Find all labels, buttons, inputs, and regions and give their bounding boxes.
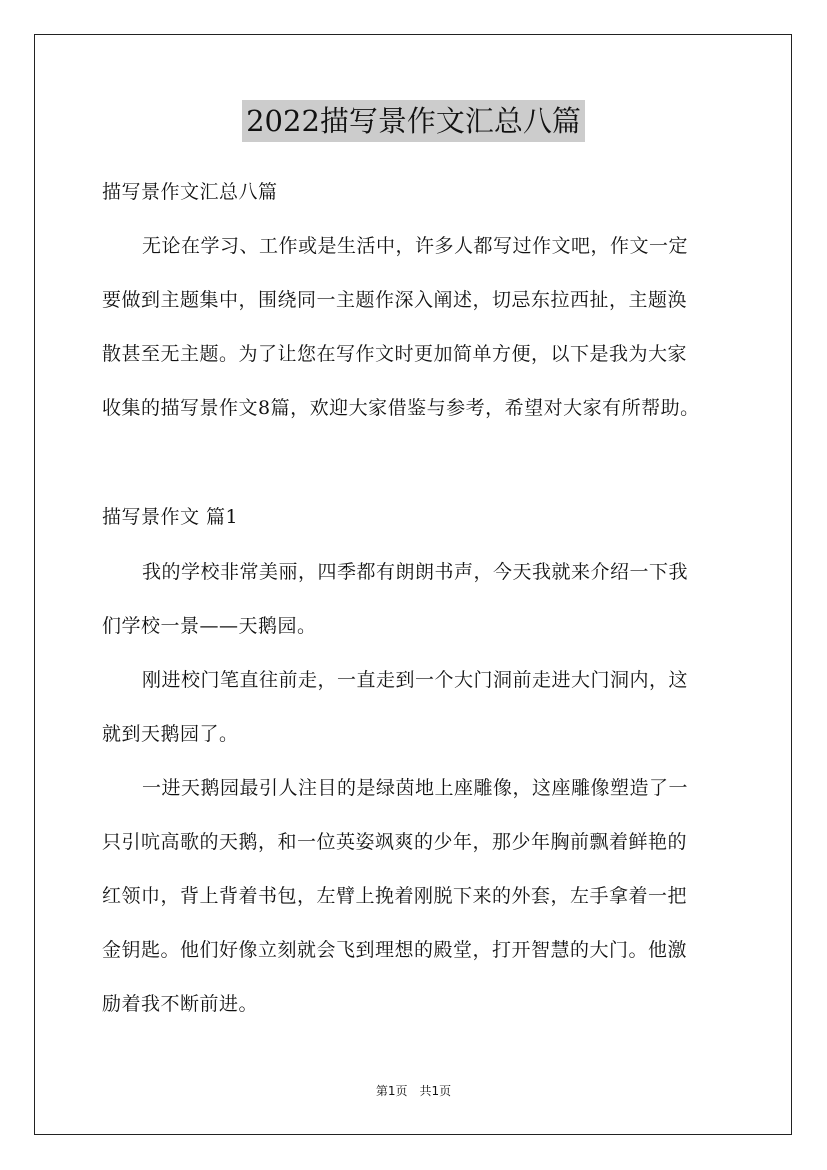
page-number: 第1页 共1页 [375,1084,452,1098]
intro-line: 要做到主题集中，围绕同一主题作深入阐述，切忌东拉西扯，主题涣 [102,289,688,311]
page-footer [0,1082,827,1099]
section-line: 励着我不断前进。 [102,993,259,1015]
title-area [0,100,827,142]
section-line: 金钥匙。他们好像立刻就会飞到理想的殿堂，打开智慧的大门。他激 [102,939,688,961]
document-title: 2022描写景作文汇总八篇 [242,100,585,142]
section-line: 们学校一景——天鹅园。 [102,615,317,637]
intro-paragraph [102,219,742,435]
section-line: 我的学校非常美丽，四季都有朗朗书声，今天我就来介绍一下我 [142,561,689,583]
section-body [102,545,742,1031]
section-line: 就到天鹅园了。 [102,723,239,745]
section-line: 刚进校门笔直往前走，一直走到一个大门洞前走进大门洞内，这 [142,669,689,691]
intro-line: 无论在学习、工作或是生活中，许多人都写过作文吧，作文一定 [142,235,689,257]
section-line: 红领巾，背上背着书包，左臂上挽着刚脱下来的外套，左手拿着一把 [102,885,688,907]
section-line: 只引吭高歌的天鹅，和一位英姿飒爽的少年，那少年胸前飘着鲜艳的 [102,831,688,853]
section-heading-block [102,490,742,544]
document-subtitle: 描写景作文汇总八篇 [102,181,278,203]
subtitle-block [102,165,742,219]
section-line: 一进天鹅园最引人注目的是绿茵地上座雕像，这座雕像塑造了一 [142,777,689,799]
section-heading: 描写景作文 篇1 [102,506,239,528]
intro-line: 收集的描写景作文8篇，欢迎大家借鉴与参考，希望对大家有所帮助。 [102,397,700,419]
intro-line: 散甚至无主题。为了让您在写作文时更加简单方便，以下是我为大家 [102,343,688,365]
